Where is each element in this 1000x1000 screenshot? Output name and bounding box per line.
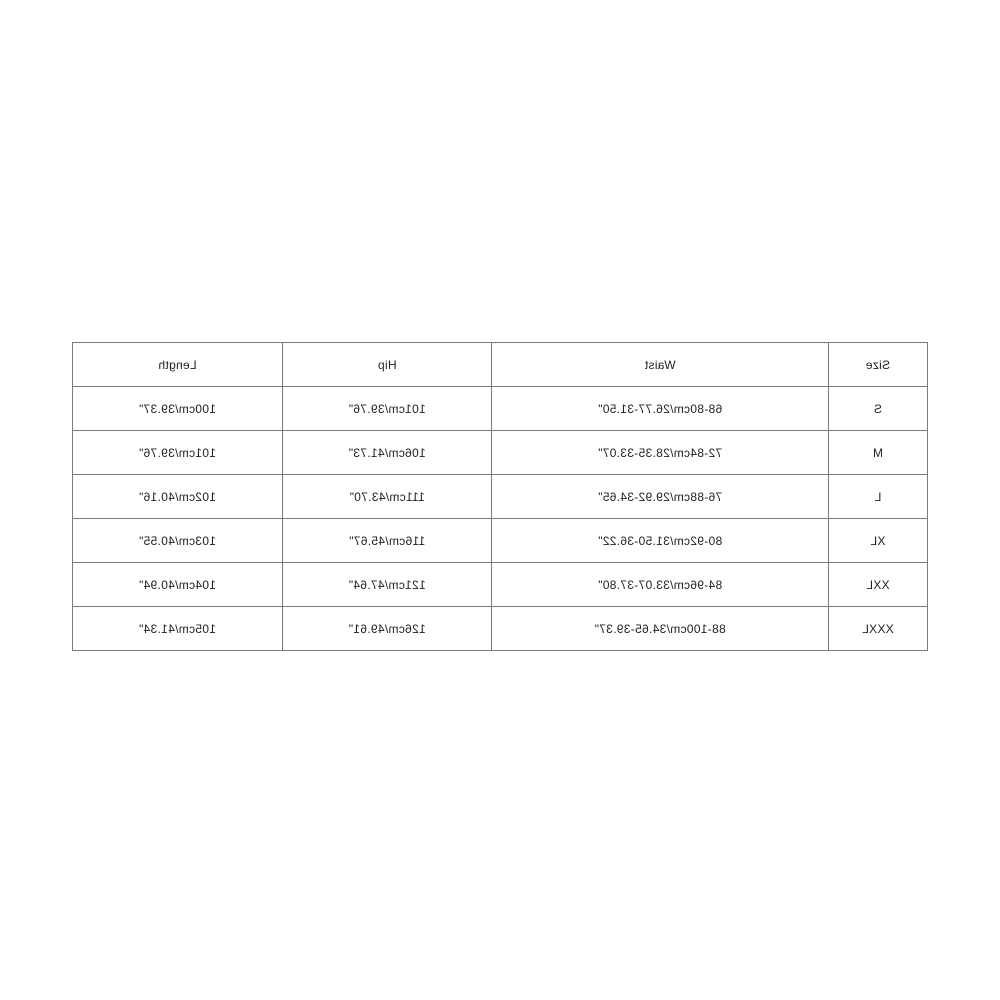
cell-size: S [828,387,927,431]
table-row [73,563,928,607]
table-row [73,431,928,475]
cell-size: L [828,475,927,519]
cell-length: 105cm/41.34" [73,607,283,651]
cell-size: M [828,431,927,475]
header-hip: Hip [282,343,492,387]
table-header [73,343,928,387]
cell-waist: 84-96cm/33.07-37.80" [492,563,828,607]
table-row [73,607,928,651]
cell-hip: 126cm/49.61" [282,607,492,651]
cell-hip: 101cm/39.76" [282,387,492,431]
cell-length: 100cm/39.37" [73,387,283,431]
cell-length: 104cm/40.94" [73,563,283,607]
cell-size: XXL [828,563,927,607]
cell-waist: 72-84cm/28.35-33.07" [492,431,828,475]
cell-waist: 80-92cm/31.50-36.22" [492,519,828,563]
size-chart-table [72,342,928,651]
cell-size: XL [828,519,927,563]
cell-hip: 121cm/47.64" [282,563,492,607]
header-length: Length [73,343,283,387]
cell-waist: 76-88cm/29.92-34.65" [492,475,828,519]
table-body [73,387,928,651]
header-size: Size [828,343,927,387]
cell-length: 102cm/40.16" [73,475,283,519]
cell-length: 103cm/40.55" [73,519,283,563]
cell-size: XXXL [828,607,927,651]
cell-length: 101cm/39.76" [73,431,283,475]
header-waist: Waist [492,343,828,387]
table-row [73,475,928,519]
cell-hip: 116cm/45.67" [282,519,492,563]
table-row [73,387,928,431]
table-row [73,519,928,563]
cell-hip: 111cm/43.70" [282,475,492,519]
header-row [73,343,928,387]
cell-waist: 68-80cm/26.77-31.50" [492,387,828,431]
cell-hip: 106cm/41.73" [282,431,492,475]
cell-waist: 88-100cm/34.65-39.37" [492,607,828,651]
